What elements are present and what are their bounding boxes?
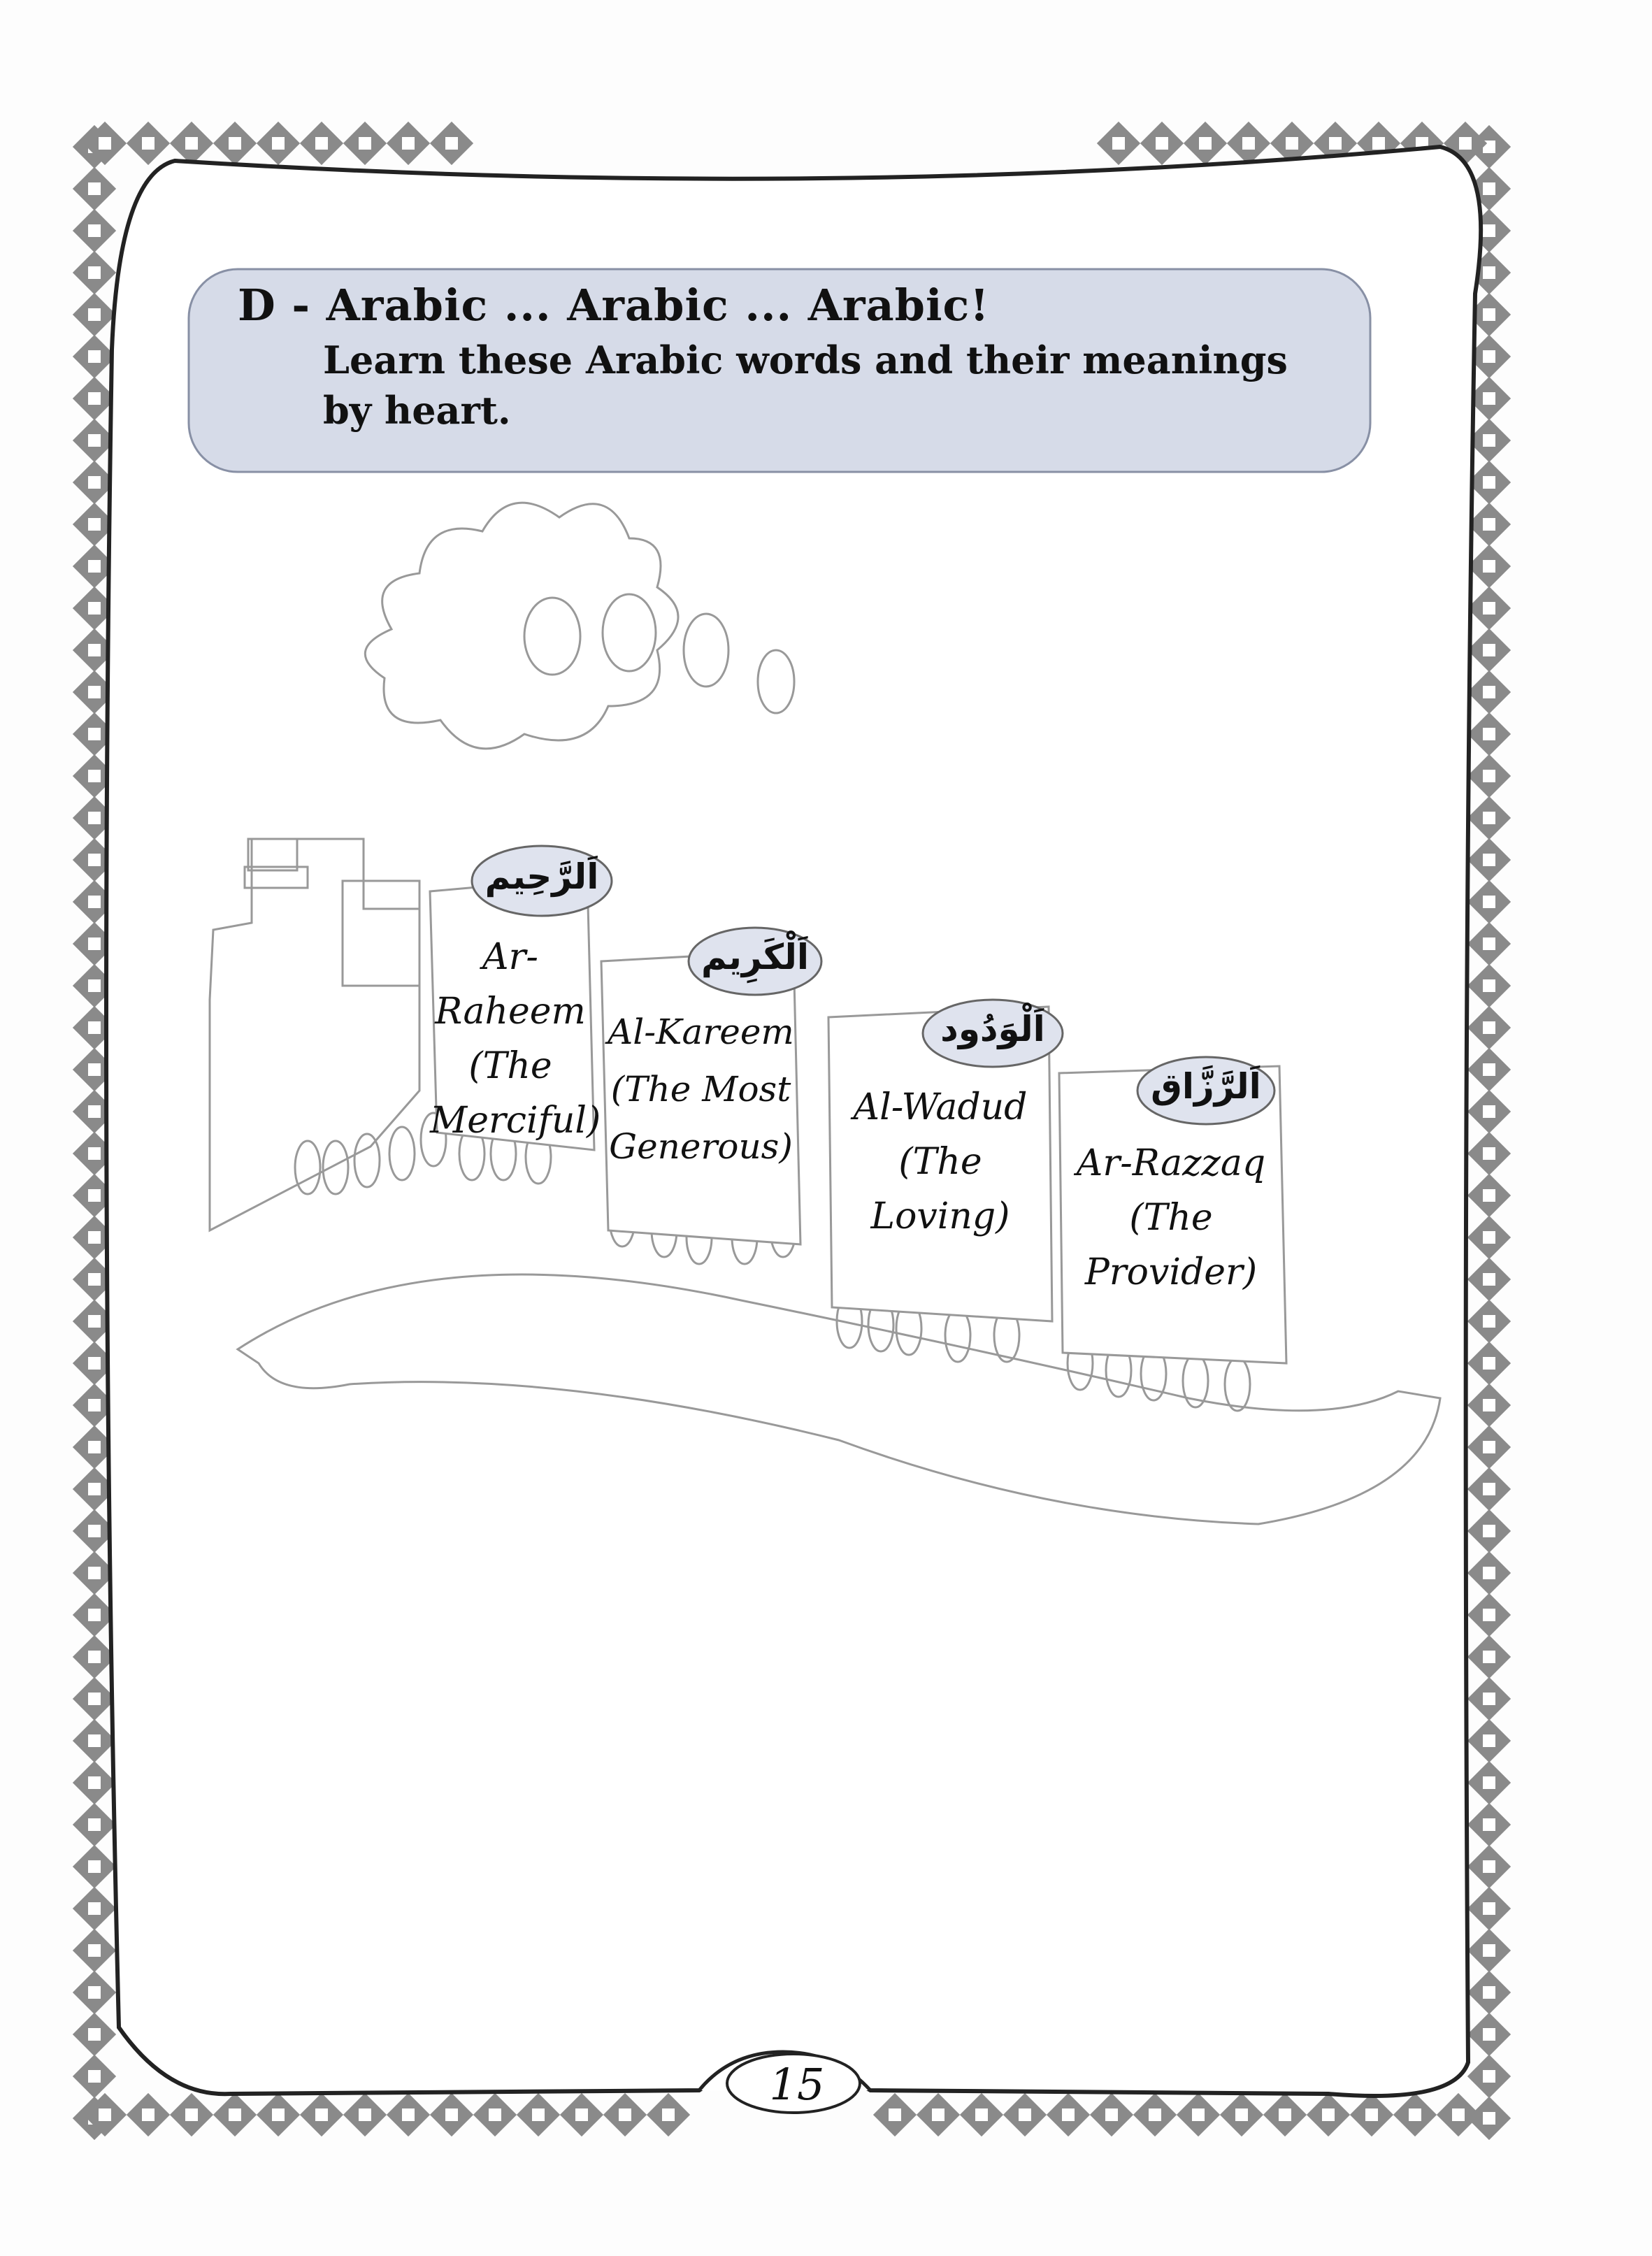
- name-line: Raheem: [435, 991, 586, 1033]
- border-tile: [73, 1719, 116, 1762]
- border-tile: [257, 122, 300, 165]
- border-tile: [73, 2013, 116, 2056]
- border-tile: [1467, 628, 1511, 672]
- border-tile: [73, 1929, 116, 1972]
- border-tile: [343, 122, 387, 165]
- border-tile: [1393, 2093, 1437, 2136]
- name-line: Loving): [870, 1195, 1010, 1237]
- name-line: Al-Wadud: [853, 1086, 1028, 1128]
- border-tile: [430, 2093, 473, 2136]
- border-tile: [73, 1971, 116, 2014]
- border-tile: [1467, 1425, 1511, 1469]
- border-tile: [1467, 1929, 1511, 1972]
- border-tile: [1467, 796, 1511, 840]
- section-instruction: [323, 335, 1328, 436]
- border-tile: [73, 251, 116, 294]
- border-tile: [1467, 2055, 1511, 2098]
- border-tile: [1467, 1132, 1511, 1175]
- border-tile: [1047, 2093, 1090, 2136]
- border-tile: [873, 2093, 917, 2136]
- border-tile: [1467, 1887, 1511, 1930]
- border-tile: [1467, 1300, 1511, 1343]
- border-tile: [1467, 712, 1511, 756]
- border-tile: [1467, 1467, 1511, 1511]
- name-line: (The: [1129, 1197, 1213, 1239]
- border-tile: [1467, 1803, 1511, 1846]
- border-tile: [1467, 838, 1511, 882]
- border-tile: [73, 1887, 116, 1930]
- border-tile: [1467, 1258, 1511, 1301]
- border-tile: [1467, 670, 1511, 714]
- border-tile: [1467, 1342, 1511, 1385]
- section-heading: D - Arabic ... Arabic ... Arabic!: [238, 280, 990, 331]
- border-tile: [1003, 2093, 1047, 2136]
- border-tile: [1467, 2013, 1511, 2056]
- border-tile: [1467, 1509, 1511, 1553]
- name-meaning-3: [828, 1080, 1052, 1244]
- border-tile: [73, 293, 116, 336]
- border-tile: [73, 209, 116, 252]
- border-tile: [1184, 122, 1227, 165]
- border-tile: [213, 2093, 257, 2136]
- border-tile: [1467, 503, 1511, 546]
- border-tile: [1350, 2093, 1393, 2136]
- border-tile: [1220, 2093, 1263, 2136]
- border-tile: [1467, 587, 1511, 630]
- border-tile: [73, 167, 116, 210]
- arabic-name-3: اَلْوَدُود: [940, 1009, 1045, 1049]
- border-tile: [387, 122, 430, 165]
- border-tile: [430, 122, 473, 165]
- name-line: Al-Kareem: [608, 1012, 794, 1052]
- name-line: Generous): [609, 1126, 793, 1167]
- border-tile: [1140, 122, 1184, 165]
- name-meaning-1: [430, 930, 601, 1148]
- instruction-line-1: Learn these Arabic words and their meanings: [323, 338, 1288, 382]
- border-tile: [1097, 122, 1140, 165]
- border-tile: [127, 2093, 170, 2136]
- border-tile: [1467, 922, 1511, 965]
- border-tile: [1467, 1971, 1511, 2014]
- border-tile: [1467, 1048, 1511, 1091]
- border-tile: [1467, 1551, 1511, 1595]
- name-meaning-4: [1059, 1136, 1283, 1300]
- name-line: (The: [898, 1141, 982, 1183]
- border-tile: [343, 2093, 387, 2136]
- border-tile: [1133, 2093, 1177, 2136]
- border-tile: [1467, 545, 1511, 588]
- border-tile: [1307, 2093, 1350, 2136]
- border-tile: [1227, 122, 1270, 165]
- border-tile: [603, 2093, 647, 2136]
- border-tile: [1467, 1677, 1511, 1720]
- border-tile: [517, 2093, 560, 2136]
- section-header: [238, 280, 1328, 436]
- border-tile: [1467, 1719, 1511, 1762]
- border-tile: [73, 1803, 116, 1846]
- border-tile: [647, 2093, 690, 2136]
- border-tile: [1467, 1761, 1511, 1804]
- border-tile: [1467, 1174, 1511, 1217]
- name-line: Provider): [1084, 1251, 1258, 1293]
- page-number: 15: [769, 2059, 825, 2110]
- border-tile: [560, 2093, 603, 2136]
- name-line: (The Most: [610, 1069, 791, 1109]
- border-tile: [1467, 1216, 1511, 1259]
- border-tile: [1467, 1090, 1511, 1133]
- arabic-name-4: اَلرَّزَّاق: [1151, 1066, 1261, 1107]
- name-line: Ar-: [482, 936, 538, 978]
- border-tile: [1467, 1006, 1511, 1049]
- border-tile: [1467, 1845, 1511, 1888]
- arabic-name-1: اَلرَّحِيم: [484, 856, 599, 897]
- name-line: Ar-Razzaq: [1076, 1142, 1266, 1184]
- border-tile: [170, 122, 213, 165]
- name-line: Merciful): [430, 1100, 601, 1142]
- border-tile: [73, 1761, 116, 1804]
- border-tile: [1263, 2093, 1307, 2136]
- border-tile: [73, 2055, 116, 2098]
- border-tile: [257, 2093, 300, 2136]
- arabic-name-2: اَلْكَرِيم: [701, 937, 810, 977]
- border-tile: [1090, 2093, 1133, 2136]
- border-tile: [1467, 964, 1511, 1007]
- border-tile: [1467, 1593, 1511, 1637]
- border-tile: [127, 122, 170, 165]
- border-tile: [1177, 2093, 1220, 2136]
- border-tile: [1467, 1384, 1511, 1427]
- border-tile: [473, 2093, 517, 2136]
- border-tile: [1467, 880, 1511, 924]
- instruction-line-2: by heart.: [323, 388, 511, 433]
- name-line: (The: [468, 1045, 552, 1087]
- border-tile: [1467, 754, 1511, 798]
- border-tile: [1437, 2093, 1480, 2136]
- border-tile: [387, 2093, 430, 2136]
- border-tile: [213, 122, 257, 165]
- border-tile: [73, 1677, 116, 1720]
- border-tile: [73, 1845, 116, 1888]
- name-meaning-2: [601, 1003, 800, 1175]
- border-tile: [917, 2093, 960, 2136]
- border-tile: [960, 2093, 1003, 2136]
- border-tile: [300, 122, 343, 165]
- border-tile: [170, 2093, 213, 2136]
- border-tile: [1467, 1635, 1511, 1679]
- border-tile: [300, 2093, 343, 2136]
